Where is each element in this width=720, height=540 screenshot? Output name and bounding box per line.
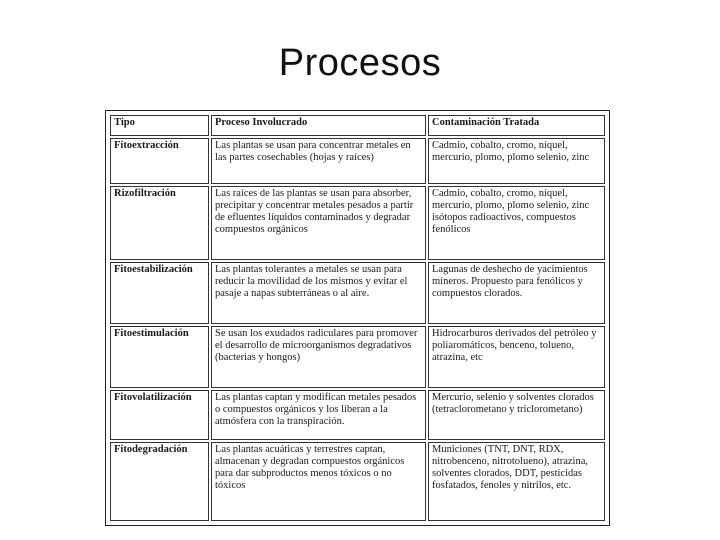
table-row bbox=[110, 390, 605, 440]
header-tipo: Tipo bbox=[110, 115, 209, 136]
row-contaminacion: Cadmio, cobalto, cromo, níquel, mercurio, plomo, plomo selenio, zinc isótopos radioactivos, compuestos fenólicos bbox=[428, 186, 605, 260]
row-contaminacion: Cadmio, cobalto, cromo, níquel, mercurio, plomo, plomo selenio, zinc bbox=[428, 138, 605, 184]
row-proceso: Se usan los exudados radiculares para promover el desarrollo de microorganismos degradativos (bacterias y hongos) bbox=[211, 326, 426, 388]
table-row bbox=[110, 138, 605, 184]
slide-title: Procesos bbox=[278, 42, 442, 84]
table-row bbox=[110, 326, 605, 388]
row-contaminacion: Mercurio, selenio y solventes clorados (tetraclorometano y triclorometano) bbox=[428, 390, 605, 440]
row-tipo: Fitoestimulación bbox=[110, 326, 209, 388]
row-tipo: Fitodegradación bbox=[110, 442, 209, 521]
row-proceso: Las plantas acuáticas y terrestres captan, almacenan y degradan compuestos orgánicos para dar subproductos menos tóxicos o no tóxicos bbox=[211, 442, 426, 521]
row-proceso: Las plantas se usan para concentrar metales en las partes cosechables (hojas y raíces) bbox=[211, 138, 426, 184]
row-proceso: Las raíces de las plantas se usan para absorber, precipitar y concentrar metales pesados a partir de efluentes líquidos contaminados y degradar compuestos orgánicos bbox=[211, 186, 426, 260]
row-proceso: Las plantas captan y modifican metales pesados o compuestos orgánicos y los liberan a la atmósfera con la transpiración. bbox=[211, 390, 426, 440]
table-row bbox=[110, 442, 605, 521]
process-table-frame bbox=[105, 110, 610, 526]
row-tipo: Fitoestabilización bbox=[110, 262, 209, 324]
row-contaminacion: Municiones (TNT, DNT, RDX, nitrobenceno, nitrotolueno), atrazina, solventes clorados, DDT, pesticidas fosfatados, fenoles y nitrilos, etc. bbox=[428, 442, 605, 521]
table-row bbox=[110, 186, 605, 260]
header-contaminacion: Contaminación Tratada bbox=[428, 115, 605, 136]
process-table bbox=[108, 113, 607, 523]
row-tipo: Rizofiltración bbox=[110, 186, 209, 260]
row-proceso: Las plantas tolerantes a metales se usan para reducir la movilidad de los mismos y evitar el pasaje a napas subterráneas o al aire. bbox=[211, 262, 426, 324]
row-tipo: Fitovolatilización bbox=[110, 390, 209, 440]
row-contaminacion: Hidrocarburos derivados del petróleo y poliaromáticos, benceno, tolueno, atrazina, etc bbox=[428, 326, 605, 388]
table-header-row bbox=[110, 115, 605, 136]
header-proceso: Proceso Involucrado bbox=[211, 115, 426, 136]
row-contaminacion: Lagunas de deshecho de yacimientos mineros. Propuesto para fenólicos y compuestos clorados. bbox=[428, 262, 605, 324]
row-tipo: Fitoextracción bbox=[110, 138, 209, 184]
table-row bbox=[110, 262, 605, 324]
